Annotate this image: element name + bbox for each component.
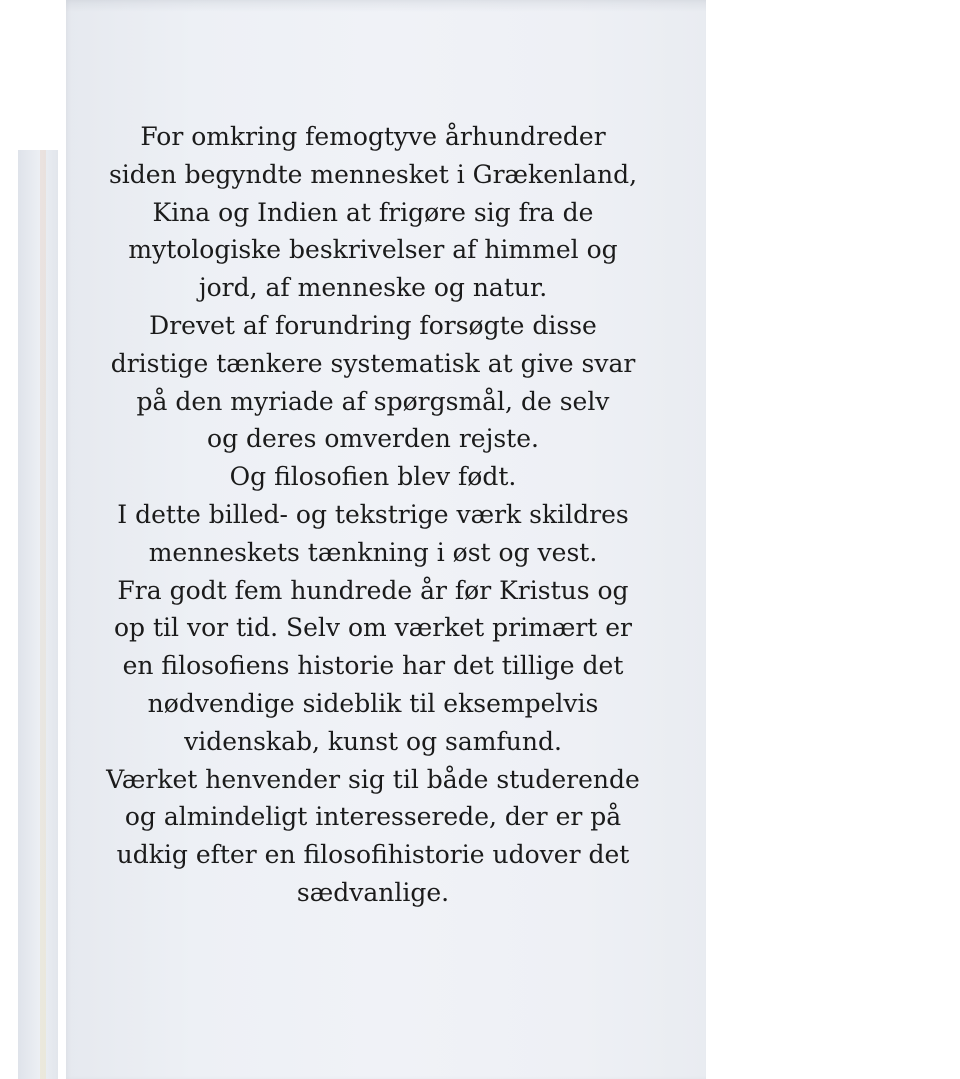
blurb-line: en filosofiens historie har det tillige det	[122, 651, 624, 681]
blurb-line: I dette billed- og tekstrige værk skildres	[117, 499, 629, 529]
book-page-edges	[18, 150, 58, 1079]
blurb-line: sædvanlige.	[296, 877, 450, 907]
blurb-line: på den myriade af spørgsmål, de selv	[136, 386, 610, 416]
blurb-line: udkig efter en filosofihistorie udover det	[116, 840, 630, 870]
blurb-line: Værket henvender sig til både studerende	[106, 764, 640, 794]
blurb-line: Drevet af forundring forsøgte disse	[149, 310, 597, 340]
blurb-line: og almindeligt interesserede, der er på	[124, 802, 622, 832]
blurb-line: Fra godt fem hundrede år før Kristus og	[117, 575, 629, 605]
blurb-line: mytologiske beskrivelser af himmel og	[128, 235, 618, 265]
blurb-line: Og filosofien blev født.	[229, 462, 517, 492]
cover-top-shadow	[66, 0, 706, 12]
blurb-line: Kina og Indien at frigøre sig fra de	[152, 197, 594, 227]
blurb-line: jord, af menneske og natur.	[198, 273, 548, 303]
blurb-line: og deres omverden rejste.	[207, 424, 539, 454]
blurb-line: siden begyndte mennesket i Grækenland,	[108, 159, 638, 189]
blurb-line: nødvendige sideblik til eksempelvis	[147, 688, 599, 718]
blurb-line: dristige tænkere systematisk at give svar	[110, 348, 636, 378]
book-page-edge-tint	[40, 150, 46, 1079]
blurb-line: videnskab, kunst og samfund.	[184, 726, 562, 756]
blurb-line: op til vor tid. Selv om værket primært er	[113, 613, 633, 643]
blurb-line: For omkring femogtyve århundreder	[140, 122, 606, 151]
blurb-line: menneskets tænkning i øst og vest.	[148, 537, 598, 567]
back-cover-blurb	[66, 118, 680, 912]
